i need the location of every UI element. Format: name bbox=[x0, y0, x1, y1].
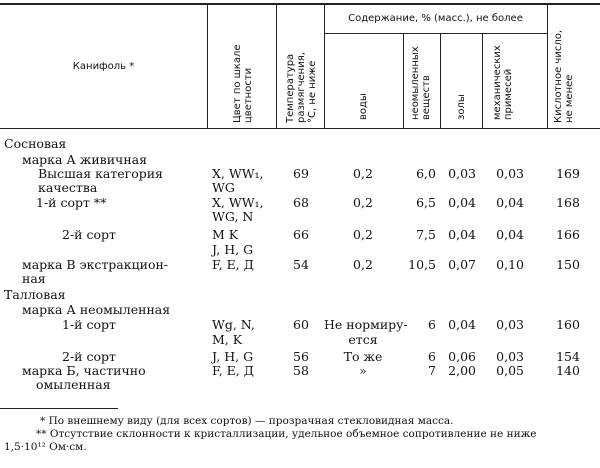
cell-ash: 0,04 bbox=[448, 195, 476, 210]
footnote-3: 1,5·10¹² Ом·см. bbox=[4, 441, 87, 453]
cell-water: Не нормиру- bbox=[324, 317, 408, 332]
cell-color: F, E, Д bbox=[212, 257, 254, 272]
cell-water: 0,2 bbox=[353, 257, 373, 272]
col-divider-5 bbox=[440, 33, 441, 128]
header-insoluble: неомыленных веществ bbox=[410, 46, 432, 120]
cell-name: ная bbox=[22, 271, 46, 286]
footnote-2: ** Отсутствие склонности к кристаллизации, удельное объемное сопротивление не ниже bbox=[36, 428, 537, 440]
cell-ash: 0,07 bbox=[448, 257, 476, 272]
col-divider-2 bbox=[276, 4, 277, 128]
cell-color: Wg, N, bbox=[212, 317, 255, 332]
cell-acid: 140 bbox=[556, 363, 580, 378]
cell-name: 2-й сорт bbox=[62, 349, 116, 364]
col-divider-4 bbox=[403, 33, 404, 128]
cell-color: F, E, Д bbox=[212, 363, 254, 378]
cell-mech: 0,03 bbox=[496, 317, 524, 332]
header-ash: золы bbox=[456, 94, 467, 120]
cell-water: ется bbox=[348, 332, 378, 347]
header-rosin-cell bbox=[0, 4, 207, 128]
cell-insoluble: 6 bbox=[428, 317, 436, 332]
footnote-1: * По внешнему виду (для всех сортов) — прозрачная стекловидная масса. bbox=[40, 415, 454, 427]
cell-color: M, K bbox=[212, 332, 243, 347]
cell-name: Талловая bbox=[4, 287, 66, 302]
cell-temp: 56 bbox=[293, 349, 309, 364]
cell-temp: 54 bbox=[293, 257, 309, 272]
header-rosin: Канифоль * bbox=[72, 60, 135, 72]
cell-temp: 66 bbox=[293, 227, 309, 242]
footnote-rule bbox=[0, 408, 118, 409]
cell-mech: 0,04 bbox=[496, 227, 524, 242]
cell-name: марка В экстракцион- bbox=[22, 257, 169, 272]
col-divider-1 bbox=[207, 4, 208, 128]
cell-insoluble: 7,5 bbox=[416, 227, 436, 242]
cell-name: 1-й сорт ** bbox=[36, 195, 107, 210]
cell-name: Сосновая bbox=[4, 136, 67, 151]
cell-name: качества bbox=[38, 180, 98, 195]
content-subheader-divider bbox=[324, 33, 547, 34]
header-acid: Кислотное число, не менее bbox=[553, 29, 575, 123]
col-divider-7 bbox=[547, 4, 548, 128]
cell-insoluble: 7 bbox=[428, 363, 436, 378]
cell-insoluble: 6 bbox=[428, 349, 436, 364]
cell-water: То же bbox=[343, 349, 383, 364]
cell-water: 0,2 bbox=[353, 227, 373, 242]
cell-acid: 169 bbox=[556, 166, 580, 181]
cell-ash: 0,04 bbox=[448, 227, 476, 242]
cell-color: X, WW₁, bbox=[212, 166, 264, 181]
cell-mech: 0,05 bbox=[496, 363, 524, 378]
header-content: Содержание, % (масс.), не более bbox=[348, 13, 523, 24]
cell-color: X, WW₁, bbox=[212, 195, 264, 210]
cell-ash: 0,06 bbox=[448, 349, 476, 364]
header-temp: Температура размягчения, °С, не ниже bbox=[285, 52, 318, 123]
header-water: воды bbox=[358, 93, 369, 120]
cell-name: Высшая категория bbox=[38, 166, 163, 181]
header-content-cell bbox=[324, 4, 547, 33]
cell-temp: 58 bbox=[293, 363, 309, 378]
cell-color: J, H, G bbox=[212, 242, 254, 257]
col-divider-6 bbox=[482, 33, 483, 128]
cell-name: 2-й сорт bbox=[62, 227, 116, 242]
header-color: Цвет по шкале цветности bbox=[232, 44, 254, 123]
cell-name: марка Б, частично bbox=[22, 363, 146, 378]
cell-insoluble: 6,5 bbox=[416, 195, 436, 210]
cell-insoluble: 6,0 bbox=[416, 166, 436, 181]
cell-insoluble: 10,5 bbox=[408, 257, 436, 272]
cell-color: WG, N bbox=[212, 209, 254, 224]
cell-name: марка А неомыленная bbox=[22, 302, 171, 317]
cell-ash: 2,00 bbox=[448, 363, 476, 378]
cell-water: 0,2 bbox=[353, 166, 373, 181]
cell-mech: 0,04 bbox=[496, 195, 524, 210]
cell-temp: 60 bbox=[293, 317, 309, 332]
cell-acid: 160 bbox=[556, 317, 580, 332]
header-bottom-border bbox=[0, 128, 600, 129]
cell-color: WG bbox=[212, 180, 235, 195]
cell-acid: 168 bbox=[556, 195, 580, 210]
cell-temp: 68 bbox=[293, 195, 309, 210]
cell-ash: 0,04 bbox=[448, 317, 476, 332]
cell-name: 1-й сорт bbox=[62, 317, 116, 332]
cell-water: » bbox=[359, 363, 367, 378]
cell-acid: 150 bbox=[556, 257, 580, 272]
header-mechanical: механических примесей bbox=[492, 45, 514, 120]
cell-ash: 0,03 bbox=[448, 166, 476, 181]
cell-acid: 166 bbox=[556, 227, 580, 242]
cell-color: M K bbox=[212, 227, 239, 242]
cell-color: J, H, G bbox=[212, 349, 254, 364]
cell-name: омыленная bbox=[36, 377, 111, 392]
cell-name: марка А живичная bbox=[22, 152, 147, 167]
cell-mech: 0,03 bbox=[496, 166, 524, 181]
cell-mech: 0,10 bbox=[496, 257, 524, 272]
cell-mech: 0,03 bbox=[496, 349, 524, 364]
cell-water: 0,2 bbox=[353, 195, 373, 210]
cell-acid: 154 bbox=[556, 349, 580, 364]
cell-temp: 69 bbox=[293, 166, 309, 181]
